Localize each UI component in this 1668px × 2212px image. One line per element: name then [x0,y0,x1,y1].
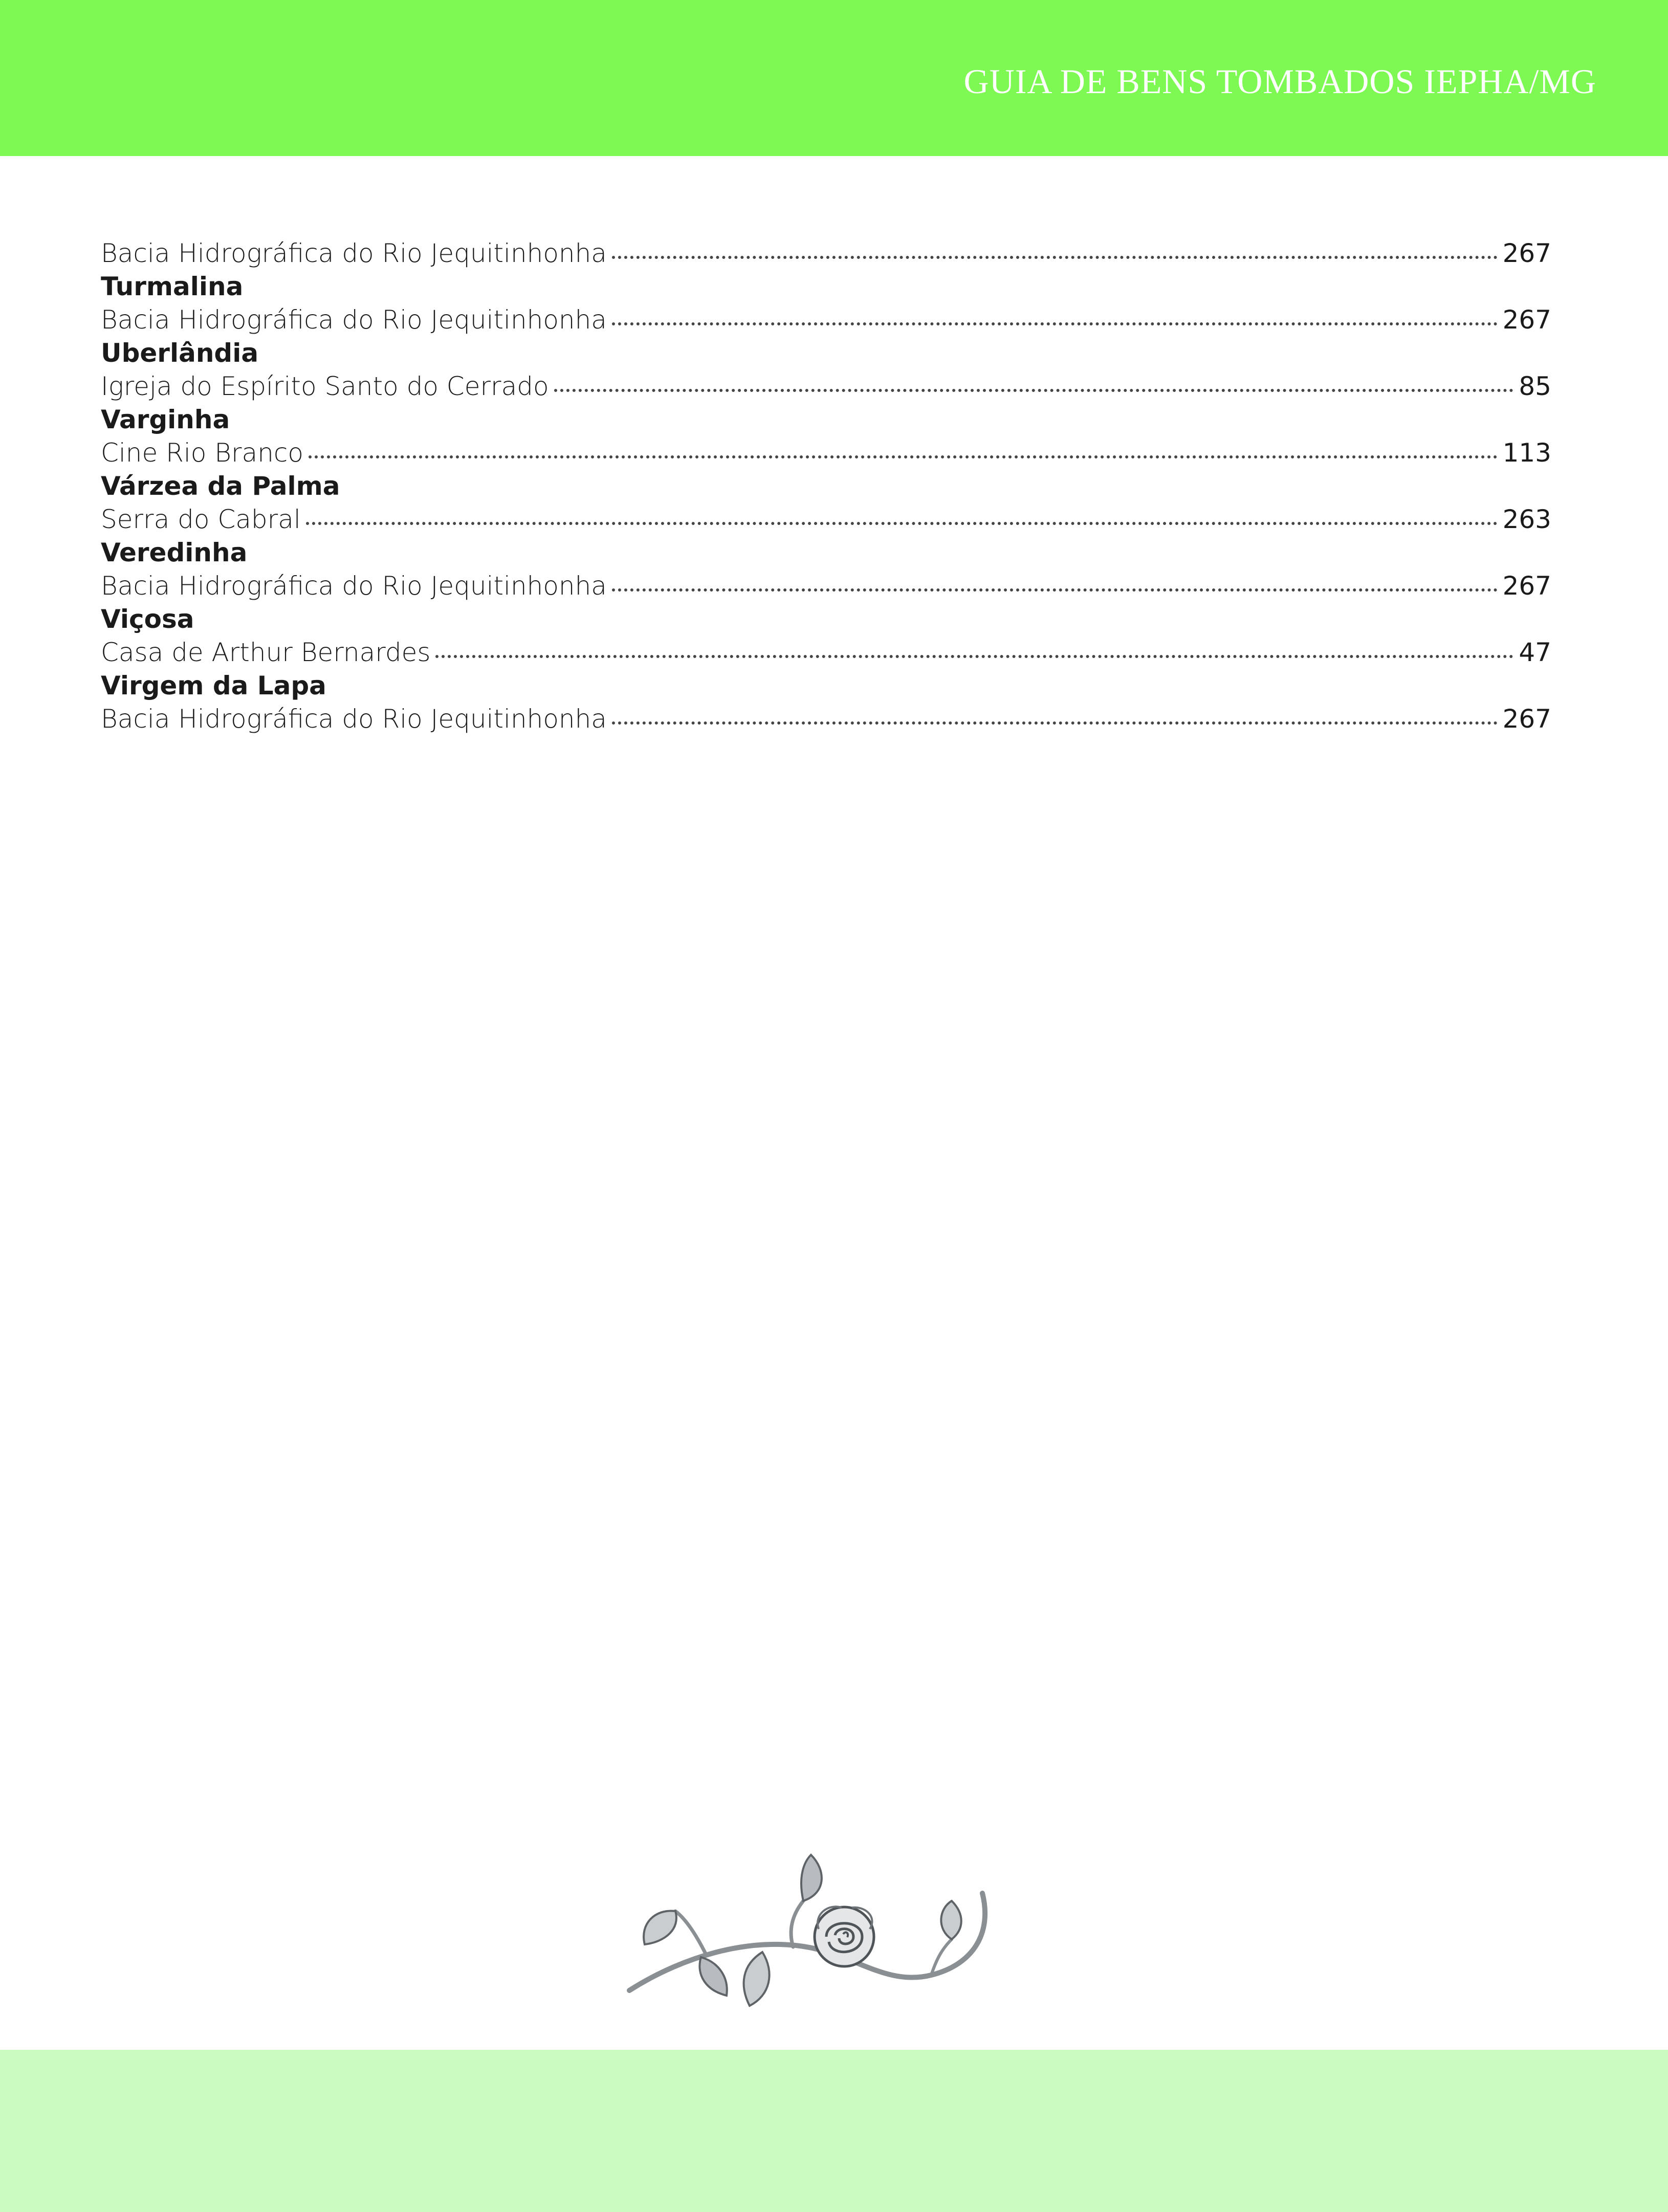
index-entry [101,503,1551,536]
dot-leader [309,455,1498,458]
dot-leader [554,389,1514,392]
entry-page-number: 267 [1502,704,1551,734]
header-band [0,0,1668,156]
entry-label: Bacia Hidrográfica do Rio Jequitinhonha [101,305,607,335]
city-heading: Viçosa [101,604,194,634]
index-entry [101,370,1551,403]
entry-label: Bacia Hidrográfica do Rio Jequitinhonha [101,238,607,268]
index-entry [101,636,1551,669]
entry-label: Cine Rio Branco [101,438,303,468]
entry-label: Bacia Hidrográfica do Rio Jequitinhonha [101,571,607,601]
city-heading: Varginha [101,405,230,434]
entry-page-number: 267 [1502,238,1551,268]
dot-leader [435,655,1513,658]
rose-icon [624,1852,1013,2016]
dot-leader [612,256,1498,259]
index-entry [101,303,1551,337]
entry-page-number: 85 [1519,371,1551,401]
index-entry [101,237,1551,270]
dot-leader [612,721,1498,725]
city-heading: Uberlândia [101,338,259,368]
entry-label: Igreja do Espírito Santo do Cerrado [101,371,549,401]
entry-page-number: 47 [1519,638,1551,667]
index-entry [101,703,1551,736]
entry-page-number: 267 [1502,305,1551,335]
footer-band [0,2050,1668,2212]
dot-leader [612,588,1498,592]
dot-leader [612,322,1498,325]
dot-leader [306,522,1498,525]
entry-label: Serra do Cabral [101,505,301,534]
city-heading: Virgem da Lapa [101,671,326,700]
index-list [101,237,1551,736]
entry-page-number: 267 [1502,571,1551,601]
entry-label: Casa de Arthur Bernardes [101,638,431,667]
city-heading: Veredinha [101,538,248,567]
entry-page-number: 113 [1502,438,1551,468]
city-heading: Turmalina [101,272,244,301]
index-entry [101,570,1551,603]
city-heading: Várzea da Palma [101,471,340,501]
index-entry [101,436,1551,470]
entry-label: Bacia Hidrográfica do Rio Jequitinhonha [101,704,607,734]
entry-page-number: 263 [1502,505,1551,534]
header-title: GUIA DE BENS TOMBADOS IEPHA/MG [963,62,1596,101]
